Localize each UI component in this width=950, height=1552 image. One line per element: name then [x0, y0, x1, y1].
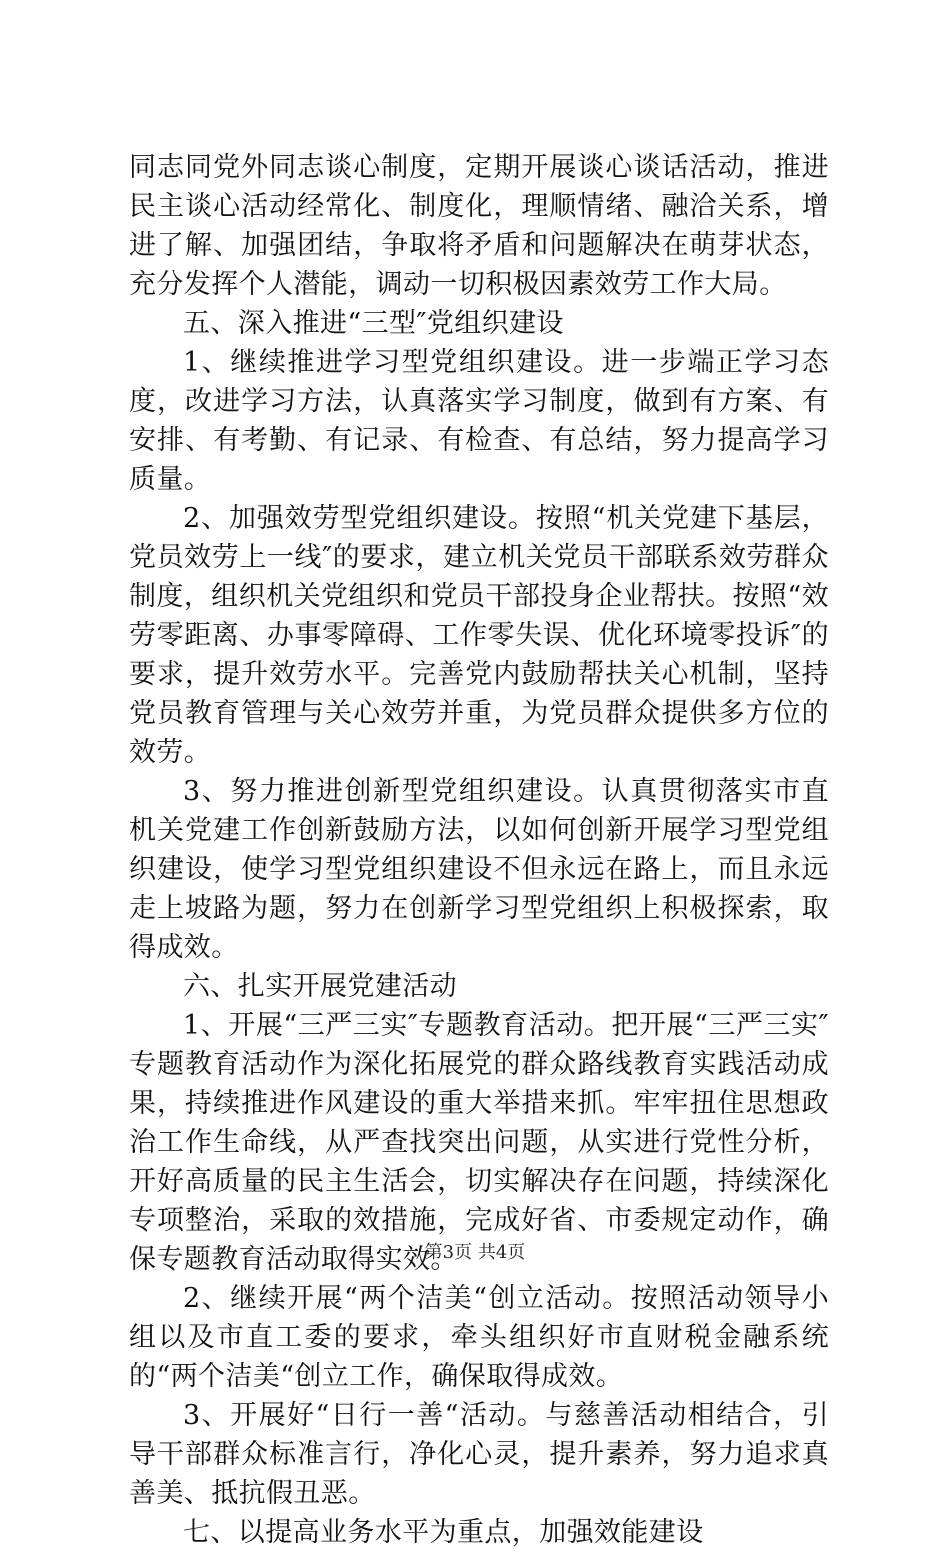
- paragraph: 3、开展好“日行一善“活动。与慈善活动相结合，引导干部群众标准言行，净化心灵，提升素养，努力追求真善美、抵抗假丑恶。: [129, 1400, 829, 1509]
- paragraph: 2、加强效劳型党组织建设。按照“机关党建下基层，党员效劳上一线″的要求，建立机关党员干部联系效劳群众制度，组织机关党组织和党员干部投身企业帮扶。按照“效劳零距离、办事零障碍、工作零失误、优化环境零投诉″的要求，提升效劳水平。完善党内鼓励帮扶关心机制，坚持党员教育管理与关心效劳并重，为党员群众提供多方位的效劳。: [129, 503, 829, 768]
- paragraph: 1、开展“三严三实″专题教育活动。把开展“三严三实″专题教育活动作为深化拓展党的群众路线教育实践活动成果，持续推进作风建设的重大举措来抓。牢牢扭住思想政治工作生命线，从严查找突出问题，从实进行党性分析，开好高质量的民主生活会，切实解决存在问题，持续深化专项整治，采取的效措施，完成好省、市委规定动作，确保专题教育活动取得实效。: [129, 1010, 829, 1275]
- paragraph: 3、努力推进创新型党组织建设。认真贯彻落实市直机关党建工作创新鼓励方法，以如何创新开展学习型党组织建设，使学习型党组织建设不但永远在路上，而且永远走上坡路为题，努力在创新学习型党组织上积极探索，取得成效。: [129, 776, 829, 963]
- paragraph: 同志同党外同志谈心制度，定期开展谈心谈话活动，推进民主谈心活动经常化、制度化，理顺情绪、融洽关系，增进了解、加强团结，争取将矛盾和问题解决在萌芽状态，充分发挥个人潜能，调动一切积极因素效劳工作大局。: [129, 152, 829, 300]
- paragraph: 1、继续推进学习型党组织建设。进一步端正学习态度，改进学习方法，认真落实学习制度，做到有方案、有安排、有考勤、有记录、有检查、有总结，努力提高学习质量。: [129, 347, 829, 495]
- section-heading: 六、扎实开展党建活动: [183, 971, 457, 1002]
- section-heading: 五、深入推进“三型″党组织建设: [183, 308, 564, 339]
- section-heading: 七、以提高业务水平为重点，加强效能建设: [183, 1517, 704, 1548]
- page-number: 第3页 共4页: [424, 1242, 526, 1263]
- document-body: [129, 148, 829, 1552]
- paragraph: 2、继续开展“两个洁美“创立活动。按照活动领导小组以及市直工委的要求，牵头组织好市直财税金融系统的“两个洁美“创立工作，确保取得成效。: [129, 1283, 829, 1392]
